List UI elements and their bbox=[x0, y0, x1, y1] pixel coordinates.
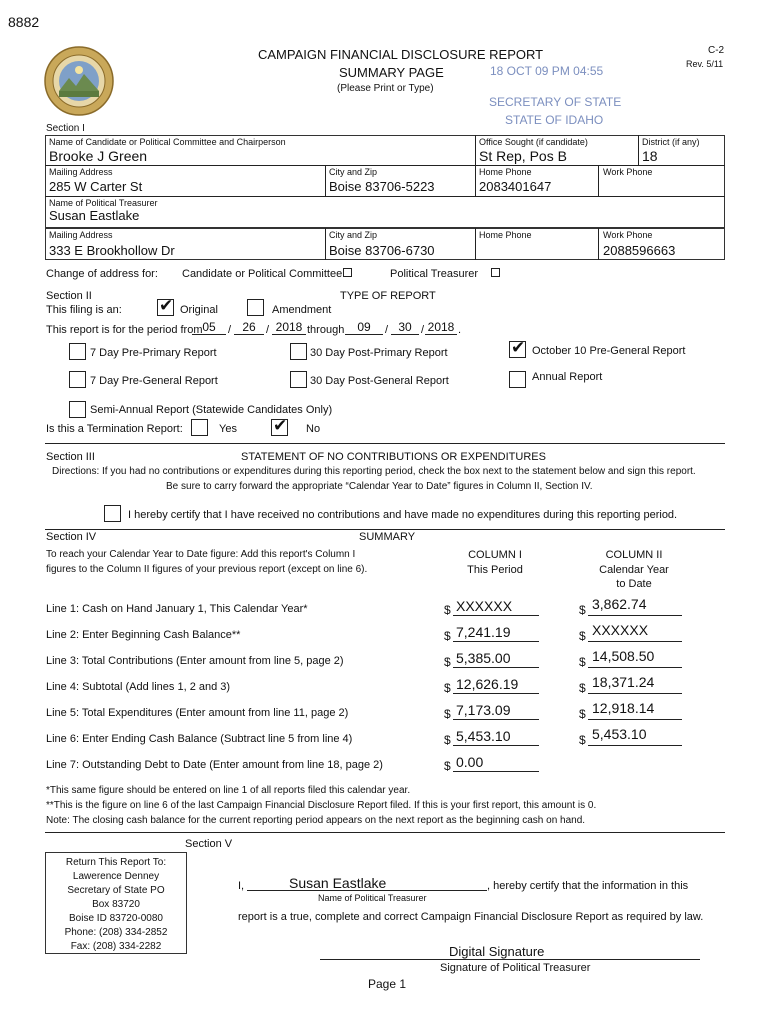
column-1-amount: 5,385.00 bbox=[456, 650, 511, 666]
treasurer-name-label: Name of Political Treasurer bbox=[49, 198, 158, 208]
section-2-label: Section II bbox=[46, 290, 92, 302]
column-2-amount-field[interactable] bbox=[588, 648, 682, 668]
column-1-amount: 7,173.09 bbox=[456, 702, 511, 718]
treasurer-city-label: City and Zip bbox=[329, 230, 378, 240]
summary-line-label: Line 7: Outstanding Debt to Date (Enter amount from line 18, page 2) bbox=[46, 759, 383, 771]
summary-intro-1: To reach your Calendar Year to Date figure: Add this report's Column I bbox=[46, 549, 356, 560]
column-1-heading: COLUMN I bbox=[468, 549, 522, 561]
form-title: CAMPAIGN FINANCIAL DISCLOSURE REPORT bbox=[258, 47, 544, 62]
column-1-amount-field[interactable] bbox=[453, 756, 539, 772]
mailing-address-label: Mailing Address bbox=[49, 167, 113, 177]
footnote-2: **This is the figure on line 6 of the last Campaign Financial Disclosure Report filed. If this is your first report, this amount is 0. bbox=[46, 800, 597, 811]
certify-text-1: , hereby certify that the information in this bbox=[487, 880, 689, 892]
column-2-amount: 18,371.24 bbox=[592, 674, 655, 690]
summary-line-label: Line 3: Total Contributions (Enter amount from line 5, page 2) bbox=[46, 655, 344, 667]
column-1-amount: 0.00 bbox=[456, 754, 484, 770]
treasurer-name-field[interactable]: Susan Eastlake bbox=[49, 208, 140, 223]
type-of-report-heading: TYPE OF REPORT bbox=[340, 290, 436, 302]
column-2-heading: COLUMN II bbox=[605, 549, 663, 561]
column-2-subheading-2: to Date bbox=[616, 578, 652, 590]
column-2-amount-field[interactable] bbox=[588, 700, 682, 720]
treasurer-mailing-field[interactable]: 333 E Brookhollow Dr bbox=[49, 243, 175, 258]
signature-caption: Signature of Political Treasurer bbox=[440, 962, 591, 974]
dollar-sign: $ bbox=[579, 681, 586, 695]
received-stamp: 18 OCT 09 PM 04:55 bbox=[490, 64, 604, 78]
district-label: District (if any) bbox=[642, 137, 700, 147]
column-1-amount-field[interactable] bbox=[453, 704, 539, 720]
dollar-sign: $ bbox=[579, 655, 586, 669]
city-zip-label: City and Zip bbox=[329, 167, 378, 177]
change-candidate-checkbox[interactable] bbox=[343, 268, 352, 277]
original-checkbox[interactable] bbox=[157, 296, 174, 316]
summary-line-label: Line 6: Enter Ending Cash Balance (Subtract line 5 from line 4) bbox=[46, 733, 353, 745]
termination-label: Is this a Termination Report: bbox=[46, 423, 183, 435]
column-1-amount-field[interactable] bbox=[453, 730, 539, 746]
summary-line-label: Line 2: Enter Beginning Cash Balance** bbox=[46, 629, 241, 641]
candidate-name-label: Name of Candidate or Political Committee and Chairperson bbox=[49, 137, 286, 147]
termination-yes-checkbox[interactable] bbox=[191, 419, 208, 436]
summary-line-label: Line 1: Cash on Hand January 1, This Calendar Year* bbox=[46, 603, 308, 615]
original-label: Original bbox=[180, 304, 218, 316]
certify-text-2: report is a true, complete and correct Campaign Financial Disclosure Report as required by law. bbox=[238, 911, 704, 923]
summary-line-label: Line 5: Total Expenditures (Enter amount from line 11, page 2) bbox=[46, 707, 349, 719]
home-phone-field[interactable]: 2083401647 bbox=[479, 179, 552, 194]
footnote-3: Note: The closing cash balance for the current reporting period appears on the next report as the beginning cash on hand. bbox=[46, 815, 586, 826]
amendment-label: Amendment bbox=[272, 304, 332, 316]
treasurer-work-phone-field[interactable]: 2088596663 bbox=[603, 243, 676, 258]
state-seal-icon bbox=[44, 46, 114, 116]
through-label: through bbox=[307, 324, 345, 336]
dollar-sign: $ bbox=[444, 629, 451, 643]
signature-value: Digital Signature bbox=[449, 944, 545, 959]
change-address-label: Change of address for: bbox=[46, 268, 158, 280]
7day-pre-primary-label: 7 Day Pre-Primary Report bbox=[90, 347, 217, 359]
column-1-amount: 5,453.10 bbox=[456, 728, 511, 744]
section-4-label: Section IV bbox=[46, 531, 97, 543]
document-id: 8882 bbox=[8, 14, 40, 30]
print-note: (Please Print or Type) bbox=[337, 83, 434, 94]
section-1-label: Section I bbox=[46, 123, 85, 134]
signature-line[interactable] bbox=[320, 944, 700, 960]
dollar-sign: $ bbox=[579, 733, 586, 747]
column-2-amount: 14,508.50 bbox=[592, 648, 655, 664]
return-address-line: Fax: (208) 334-2282 bbox=[70, 941, 162, 952]
signer-name: Susan Eastlake bbox=[289, 875, 387, 891]
semi-annual-checkbox[interactable] bbox=[69, 401, 86, 418]
treasurer-home-phone-label: Home Phone bbox=[479, 230, 532, 240]
column-2-amount: 3,862.74 bbox=[592, 596, 647, 612]
column-1-amount: XXXXXX bbox=[456, 598, 513, 614]
return-address-line: Boise ID 83720-0080 bbox=[69, 913, 163, 924]
section-5-label: Section V bbox=[185, 838, 233, 850]
dollar-sign: $ bbox=[444, 759, 451, 773]
return-address-line: Secretary of State PO bbox=[67, 885, 165, 896]
section-4-heading: SUMMARY bbox=[359, 531, 416, 543]
annual-report-checkbox[interactable] bbox=[509, 371, 526, 388]
column-2-amount-field[interactable] bbox=[588, 596, 682, 616]
form-subtitle: SUMMARY PAGE bbox=[339, 65, 444, 80]
termination-no-label: No bbox=[306, 423, 321, 435]
column-2-amount: 12,918.14 bbox=[592, 700, 655, 716]
signer-name-caption: Name of Political Treasurer bbox=[318, 893, 427, 903]
dollar-sign: $ bbox=[444, 681, 451, 695]
column-1-amount: 7,241.19 bbox=[456, 624, 511, 640]
section-3-label: Section III bbox=[46, 451, 95, 463]
treasurer-name-signature-line[interactable] bbox=[247, 875, 487, 891]
column-1-amount-field[interactable] bbox=[453, 600, 539, 616]
section-3-directions-1: Directions: If you had no contributions or expenditures during this reporting period, check the box next to the statement below and sign this report. bbox=[52, 466, 696, 477]
candidate-name-field[interactable]: Brooke J Green bbox=[49, 148, 148, 164]
change-treasurer-label: Political Treasurer bbox=[390, 268, 479, 280]
form-code: C-2 bbox=[708, 45, 725, 56]
30day-post-general-checkbox[interactable] bbox=[290, 371, 307, 388]
treasurer-work-phone-label: Work Phone bbox=[603, 230, 653, 240]
treasurer-mailing-label: Mailing Address bbox=[49, 230, 113, 240]
column-1-subheading: This Period bbox=[467, 564, 523, 576]
date-separator: / bbox=[228, 324, 232, 336]
dollar-sign: $ bbox=[444, 603, 451, 617]
period-to-month[interactable]: 09 bbox=[345, 320, 383, 335]
dollar-sign: $ bbox=[444, 707, 451, 721]
district-field[interactable]: 18 bbox=[642, 148, 658, 164]
30day-post-primary-label: 30 Day Post-Primary Report bbox=[310, 347, 448, 359]
return-address-box bbox=[45, 852, 187, 954]
dollar-sign: $ bbox=[579, 707, 586, 721]
period-from-day[interactable]: 26 bbox=[234, 320, 264, 335]
7day-pre-general-checkbox[interactable] bbox=[69, 371, 86, 388]
check-mark-icon: ✔ bbox=[511, 338, 526, 358]
mailing-address-field[interactable]: 285 W Carter St bbox=[49, 179, 143, 194]
summary-line-label: Line 4: Subtotal (Add lines 1, 2 and 3) bbox=[46, 681, 231, 693]
certify-i-label: I, bbox=[238, 880, 245, 892]
check-mark-icon: ✔ bbox=[273, 416, 288, 436]
no-contributions-checkbox[interactable] bbox=[104, 505, 121, 522]
office-sought-label: Office Sought (if candidate) bbox=[479, 137, 588, 147]
summary-intro-2: figures to the Column II figures of your previous report (except on line 6). bbox=[46, 564, 368, 575]
change-candidate-label: Candidate or Political Committee bbox=[182, 268, 343, 280]
section-3-directions-2: Be sure to carry forward the appropriate “Calendar Year to Date” figures in Column II, Section IV. bbox=[166, 481, 593, 492]
treasurer-city-field[interactable]: Boise 83706-6730 bbox=[329, 243, 435, 258]
semi-annual-label: Semi-Annual Report (Statewide Candidates Only) bbox=[90, 404, 333, 416]
annual-report-label: Annual Report bbox=[532, 371, 603, 383]
column-2-amount-field[interactable] bbox=[588, 622, 682, 642]
column-2-subheading: Calendar Year bbox=[599, 564, 669, 576]
column-2-amount: XXXXXX bbox=[592, 622, 649, 638]
period-from-year[interactable]: 2018 bbox=[272, 320, 306, 335]
period-label: This report is for the period from bbox=[46, 324, 203, 336]
date-separator: / bbox=[421, 324, 425, 336]
work-phone-label: Work Phone bbox=[603, 167, 653, 177]
column-2-amount-field[interactable] bbox=[588, 726, 682, 746]
column-2-amount-field[interactable] bbox=[588, 674, 682, 694]
return-address-line: Phone: (208) 334-2852 bbox=[64, 927, 168, 938]
form-revision: Rev. 5/11 bbox=[686, 59, 724, 69]
home-phone-label: Home Phone bbox=[479, 167, 532, 177]
filing-type-label: This filing is an: bbox=[46, 304, 122, 316]
stamp-office-1: SECRETARY OF STATE bbox=[489, 95, 622, 109]
page-number: Page 1 bbox=[368, 977, 407, 991]
return-address-line: Lawerence Denney bbox=[72, 871, 160, 882]
column-2-amount: 5,453.10 bbox=[592, 726, 647, 742]
dollar-sign: $ bbox=[444, 655, 451, 669]
dollar-sign: $ bbox=[444, 733, 451, 747]
period-to-day[interactable]: 30 bbox=[391, 320, 419, 335]
date-separator: / bbox=[385, 324, 389, 336]
termination-no-checkbox[interactable] bbox=[271, 416, 288, 436]
30day-post-general-label: 30 Day Post-General Report bbox=[310, 375, 449, 387]
office-sought-field[interactable]: St Rep, Pos B bbox=[479, 148, 567, 164]
stamp-office-2: STATE OF IDAHO bbox=[505, 113, 604, 127]
period-from-month[interactable]: 05 bbox=[192, 320, 226, 335]
column-1-amount-field[interactable] bbox=[453, 678, 539, 694]
7day-pre-general-label: 7 Day Pre-General Report bbox=[90, 375, 218, 387]
oct10-pre-general-checkbox[interactable] bbox=[509, 338, 526, 358]
return-address-line: Box 83720 bbox=[92, 899, 140, 910]
column-1-amount-field[interactable] bbox=[453, 652, 539, 668]
dollar-sign: $ bbox=[579, 629, 586, 643]
date-separator: / bbox=[266, 324, 270, 336]
7day-pre-primary-checkbox[interactable] bbox=[69, 343, 86, 360]
period-to-year[interactable]: 2018 bbox=[425, 320, 457, 335]
period-end: . bbox=[458, 324, 462, 336]
section-3-heading: STATEMENT OF NO CONTRIBUTIONS OR EXPENDITURES bbox=[241, 451, 546, 463]
termination-yes-label: Yes bbox=[219, 423, 237, 435]
footnote-1: *This same figure should be entered on line 1 of all reports filed this calendar year. bbox=[46, 785, 411, 796]
30day-post-primary-checkbox[interactable] bbox=[290, 343, 307, 360]
dollar-sign: $ bbox=[579, 603, 586, 617]
change-treasurer-checkbox[interactable] bbox=[491, 268, 500, 277]
no-contributions-statement: I hereby certify that I have received no contributions and have made no expenditures during this reporting period. bbox=[128, 509, 678, 521]
return-address-line: Return This Report To: bbox=[65, 857, 167, 868]
amendment-checkbox[interactable] bbox=[247, 299, 264, 316]
column-1-amount-field[interactable] bbox=[453, 626, 539, 642]
column-1-amount: 12,626.19 bbox=[456, 676, 519, 692]
check-mark-icon: ✔ bbox=[159, 296, 174, 316]
city-zip-field[interactable]: Boise 83706-5223 bbox=[329, 179, 435, 194]
oct10-pre-general-label: October 10 Pre-General Report bbox=[532, 345, 686, 357]
